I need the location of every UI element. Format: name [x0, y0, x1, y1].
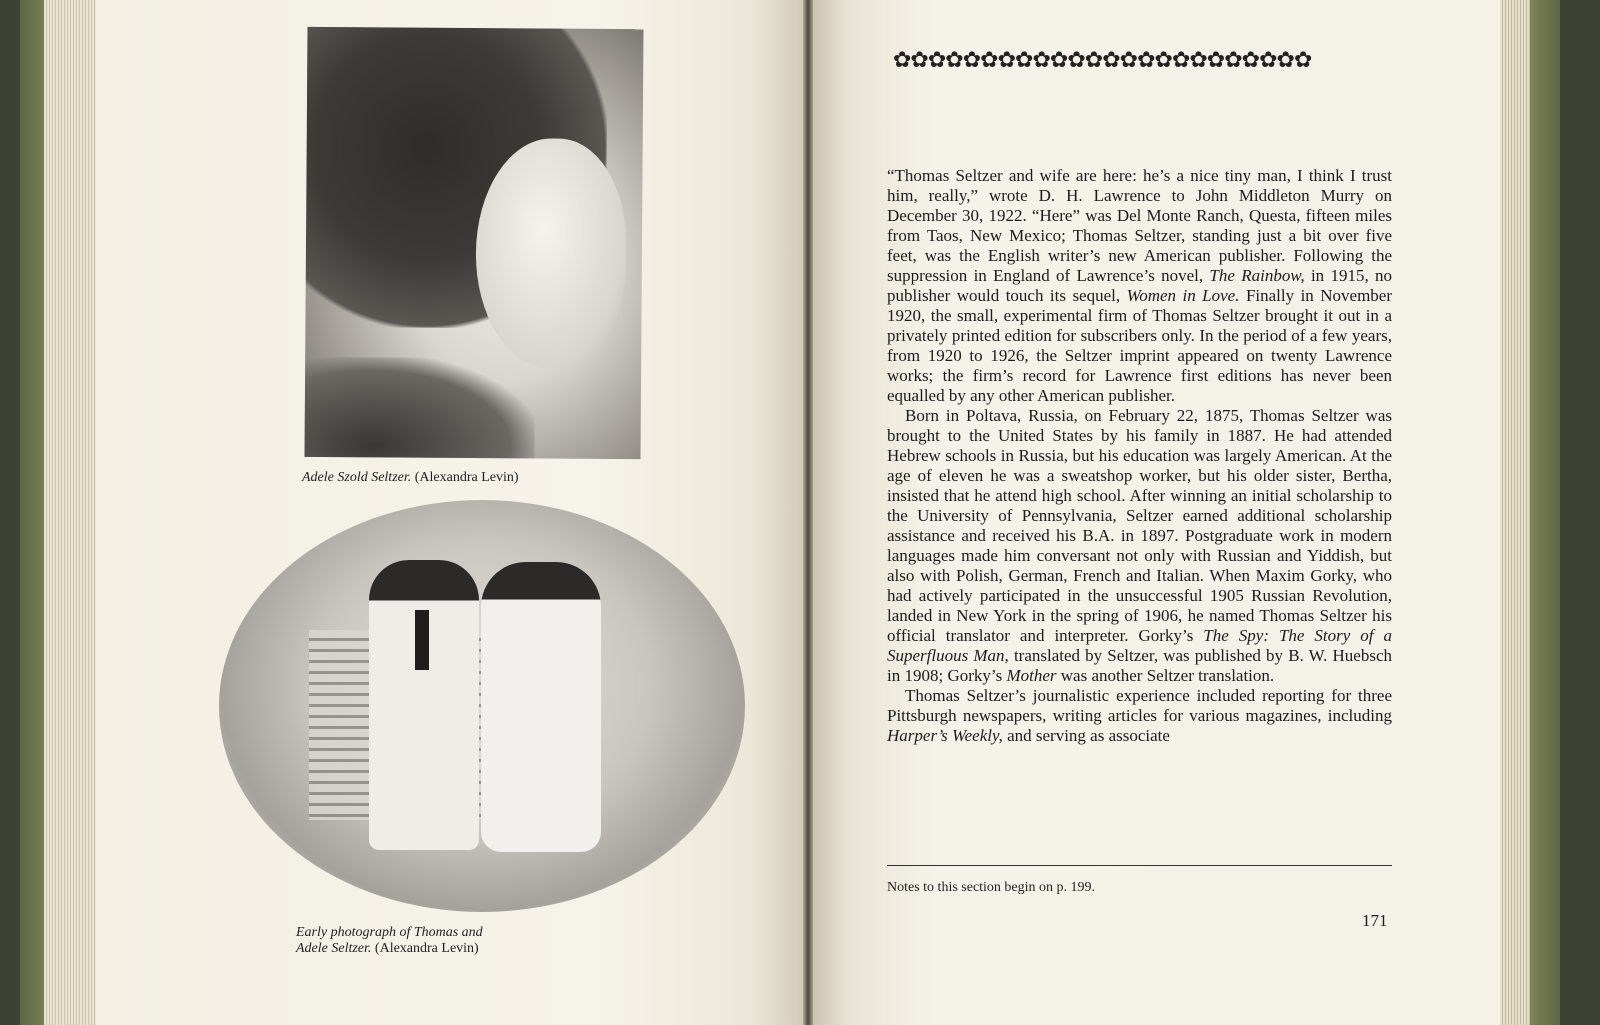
caption2-line1: Early photograph of Thomas and: [296, 925, 483, 940]
page-number: 171: [1362, 911, 1388, 930]
book-gutter: [803, 0, 813, 1025]
caption-name: Adele Szold Seltzer.: [302, 470, 412, 485]
caption-credit: (Alexandra Levin): [414, 470, 519, 485]
page-edges-right: [1500, 0, 1530, 1025]
paragraph-1: “Thomas Seltzer and wife are here: he’s a nice tiny man, I think I trust him, really,” wrote D. H. Lawrence to John Middleton Murry on December 30, 1922. “Here” was Del Monte Ranch, Questa, fifteen miles from Taos, New Mexico; Thomas Seltzer, standing just a bit over five feet, was the English writer’s new American publisher. Following the suppression in England of Lawrence’s novel, The Rainbow, in 1915, no publisher would touch its sequel, Women in Love. Finally in November 1920, the small, experimental firm of Thomas Seltzer brought it out in a privately printed edition for subscribers only. In the period of a few years, from 1920 to 1926, the Seltzer imprint appeared on twenty Lawrence works; the firm’s record for Lawrence first editions has never been equalled by any other American publisher.: [887, 166, 1393, 405]
couple-photo: [219, 500, 745, 912]
page-edges-left: [44, 0, 96, 1025]
body-text: [887, 166, 1392, 746]
caption2-credit: (Alexandra Levin): [374, 941, 479, 956]
portrait-caption: [302, 470, 519, 486]
caption2-line2: Adele Seltzer.: [296, 941, 372, 956]
portrait-photo-adele: [305, 27, 644, 459]
paragraph-3: Thomas Seltzer’s journalistic experience included reporting for three Pittsburgh newspapers, writing articles for various magazines, including Harper’s Weekly, and serving as associate: [887, 686, 1392, 745]
ornament-border: ✿✿✿✿✿✿✿✿✿✿✿✿✿✿✿✿✿✿✿✿✿✿✿✿: [893, 48, 1312, 73]
paragraph-2: Born in Poltava, Russia, on February 22, 1875, Thomas Seltzer was brought to the United States by his family in 1887. He had attended Hebrew schools in Russia, but his education was largely American. At the age of eleven he was a sweatshop worker, but his older sister, Bertha, insisted that he attend high school. After winning an initial scholarship to the University of Pennsylvania, Seltzer earned additional scholarship assistance and received his B.A. in 1897. Postgraduate work in modern languages made him conversant not only with Russian and Yiddish, but also with Polish, German, French and Italian. When Maxim Gorky, who had actively participated in the unsuccessful 1905 Russian Revolution, landed in New York in the spring of 1906, he named Thomas Seltzer his official translator and interpreter. Gorky’s The Spy: The Story of a Superfluous Man, translated by Seltzer, was published by B. W. Huebsch in 1908; Gorky’s Mother was another Seltzer translation.: [887, 406, 1392, 685]
couple-caption: [296, 925, 483, 957]
footnote-rule: [887, 865, 1392, 866]
footnote: Notes to this section begin on p. 199.: [887, 880, 1096, 895]
